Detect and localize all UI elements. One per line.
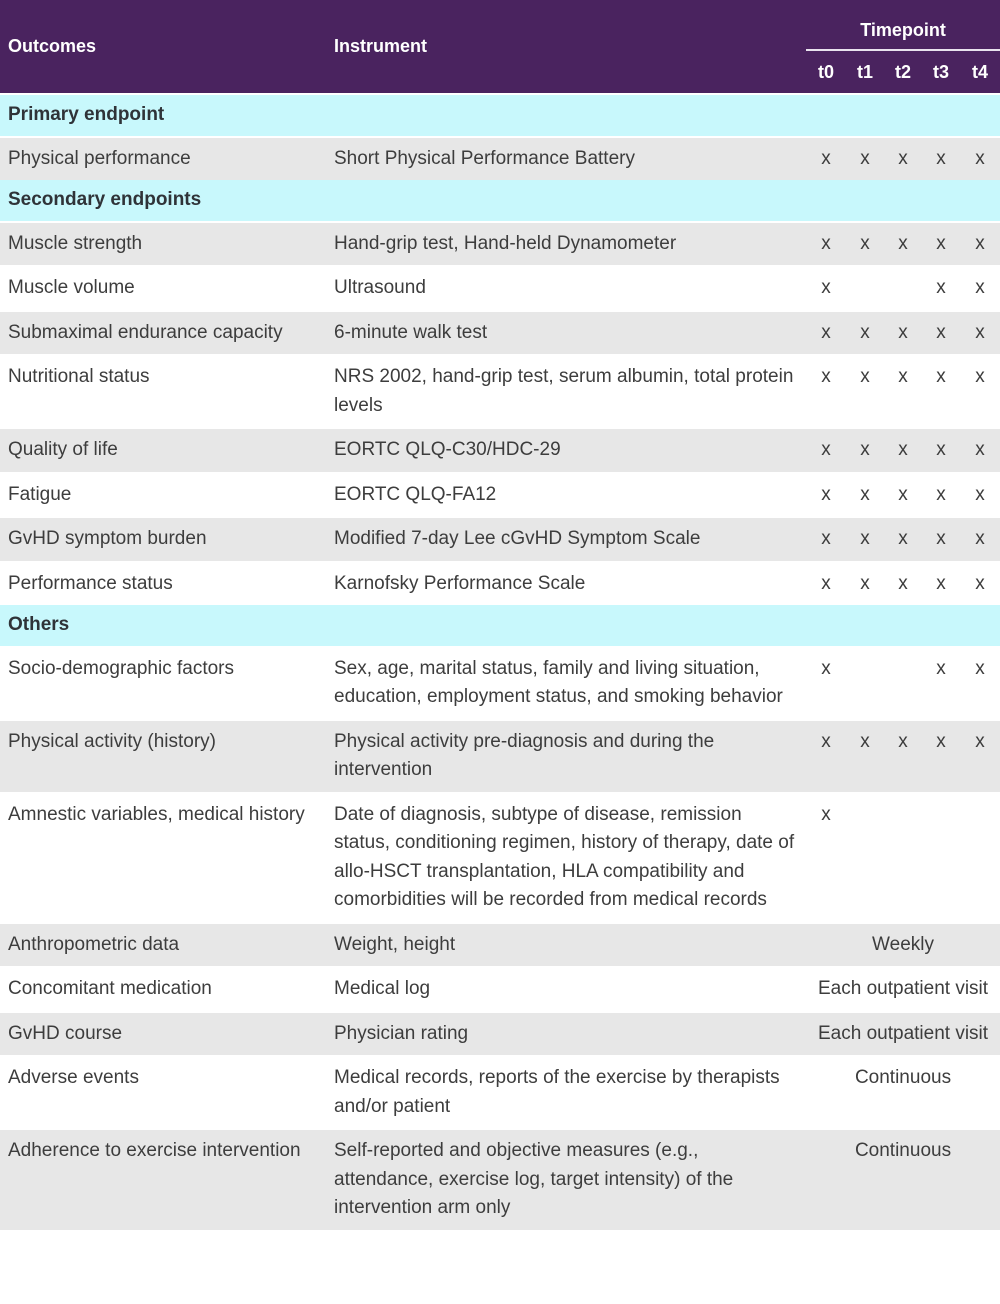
table-row [0,137,1000,181]
header-outcomes: Outcomes [0,0,326,94]
timepoint-mark-t3: x [922,266,960,311]
timepoint-mark-t3: x [922,562,960,606]
instrument-cell: NRS 2002, hand-grip test, serum albumin, total protein levels [326,355,806,428]
table-row [0,1129,1000,1230]
outcome-cell: Physical performance [0,137,326,181]
timepoint-mark-t1: x [846,355,884,428]
timepoint-mark-t2: x [884,473,922,518]
section-title: Secondary endpoints [0,180,1000,222]
timepoint-mark-t0: x [806,137,846,181]
timepoint-mark-t2: x [884,137,922,181]
timepoint-mark-t2: x [884,355,922,428]
timepoint-mark-t0: x [806,473,846,518]
timepoint-mark-t3 [922,793,960,923]
timepoint-mark-t0: x [806,311,846,356]
timepoint-mark-t2: x [884,720,922,793]
outcome-cell: Submaximal endurance capacity [0,311,326,356]
instrument-cell: Physician rating [326,1012,806,1057]
outcome-cell: Concomitant medication [0,967,326,1012]
outcome-cell: Muscle strength [0,222,326,267]
timepoint-mark-t1: x [846,517,884,562]
table-row [0,793,1000,923]
section-header-row [0,94,1000,137]
timepoint-frequency-cell: Weekly [806,923,1000,968]
timepoint-mark-t3: x [922,647,960,720]
timepoint-mark-t2 [884,793,922,923]
instrument-cell: EORTC QLQ-FA12 [326,473,806,518]
timepoint-mark-t3: x [922,137,960,181]
outcome-cell: GvHD course [0,1012,326,1057]
table-row [0,428,1000,473]
table-row [0,923,1000,968]
instrument-cell: Self-reported and objective measures (e.g., attendance, exercise log, target intensity) of the intervention arm only [326,1129,806,1230]
outcome-cell: Physical activity (history) [0,720,326,793]
timepoint-mark-t1: x [846,562,884,606]
timepoint-mark-t4: x [960,137,1000,181]
timepoint-frequency-cell: Each outpatient visit [806,1012,1000,1057]
timepoint-frequency-cell: Each outpatient visit [806,967,1000,1012]
timepoint-mark-t0: x [806,517,846,562]
header-t4: t4 [960,50,1000,94]
timepoint-mark-t0: x [806,647,846,720]
outcome-cell: Socio-demographic factors [0,647,326,720]
timepoint-mark-t4: x [960,720,1000,793]
timepoint-mark-t1 [846,647,884,720]
timepoint-mark-t4: x [960,266,1000,311]
outcome-cell: Nutritional status [0,355,326,428]
timepoint-mark-t3: x [922,355,960,428]
section-title: Others [0,605,1000,647]
outcome-cell: Fatigue [0,473,326,518]
outcome-cell: Anthropometric data [0,923,326,968]
header-timepoint: Timepoint [806,0,1000,50]
timepoint-mark-t3: x [922,311,960,356]
timepoint-mark-t1: x [846,137,884,181]
table-body [0,94,1000,1230]
timepoint-mark-t2: x [884,311,922,356]
instrument-cell: Date of diagnosis, subtype of disease, remission status, conditioning regimen, history of therapy, date of allo-HSCT transplantation, HLA compatibility and comorbidities will be recorded from medical records [326,793,806,923]
table-row [0,967,1000,1012]
timepoint-mark-t0: x [806,562,846,606]
timepoint-mark-t3: x [922,473,960,518]
instrument-cell: Karnofsky Performance Scale [326,562,806,606]
timepoint-frequency-cell: Continuous [806,1056,1000,1129]
outcome-cell: Muscle volume [0,266,326,311]
table-row [0,562,1000,606]
instrument-cell: Medical log [326,967,806,1012]
instrument-cell: Short Physical Performance Battery [326,137,806,181]
instrument-cell: 6-minute walk test [326,311,806,356]
instrument-cell: Weight, height [326,923,806,968]
table-row [0,1012,1000,1057]
timepoint-mark-t4: x [960,517,1000,562]
table-row [0,355,1000,428]
instrument-cell: Physical activity pre-diagnosis and during the intervention [326,720,806,793]
timepoint-mark-t4: x [960,473,1000,518]
header-t2: t2 [884,50,922,94]
table-row [0,517,1000,562]
outcome-cell: Performance status [0,562,326,606]
timepoint-mark-t3: x [922,222,960,267]
table-row [0,647,1000,720]
timepoint-mark-t2: x [884,517,922,562]
header-t0: t0 [806,50,846,94]
instrument-cell: EORTC QLQ-C30/HDC-29 [326,428,806,473]
timepoint-mark-t0: x [806,793,846,923]
table-row [0,1056,1000,1129]
timepoint-mark-t3: x [922,517,960,562]
timepoint-mark-t2: x [884,562,922,606]
table-row [0,266,1000,311]
instrument-cell: Medical records, reports of the exercise by therapists and/or patient [326,1056,806,1129]
timepoint-mark-t1 [846,793,884,923]
timepoint-mark-t0: x [806,266,846,311]
timepoint-mark-t1: x [846,222,884,267]
instrument-cell: Hand-grip test, Hand-held Dynamometer [326,222,806,267]
table-row [0,311,1000,356]
table-row [0,473,1000,518]
timepoint-mark-t0: x [806,428,846,473]
timepoint-mark-t0: x [806,720,846,793]
timepoint-mark-t4: x [960,647,1000,720]
timepoint-mark-t2 [884,647,922,720]
table-header [0,0,1000,94]
section-header-row [0,180,1000,222]
timepoint-mark-t0: x [806,355,846,428]
timepoint-mark-t2: x [884,428,922,473]
table-row [0,720,1000,793]
timepoint-mark-t4: x [960,311,1000,356]
outcome-cell: Adherence to exercise intervention [0,1129,326,1230]
timepoint-mark-t4: x [960,562,1000,606]
outcome-cell: GvHD symptom burden [0,517,326,562]
timepoint-mark-t4: x [960,222,1000,267]
timepoint-mark-t0: x [806,222,846,267]
table-row [0,222,1000,267]
timepoint-mark-t2: x [884,222,922,267]
timepoint-frequency-cell: Continuous [806,1129,1000,1230]
outcome-cell: Quality of life [0,428,326,473]
header-t1: t1 [846,50,884,94]
timepoint-mark-t1: x [846,428,884,473]
header-instrument: Instrument [326,0,806,94]
section-title: Primary endpoint [0,94,1000,137]
timepoint-mark-t1: x [846,311,884,356]
timepoint-mark-t3: x [922,720,960,793]
instrument-cell: Ultrasound [326,266,806,311]
timepoint-mark-t4: x [960,428,1000,473]
timepoint-mark-t2 [884,266,922,311]
timepoint-mark-t1: x [846,720,884,793]
outcome-cell: Adverse events [0,1056,326,1129]
outcome-cell: Amnestic variables, medical history [0,793,326,923]
timepoint-mark-t1: x [846,473,884,518]
header-t3: t3 [922,50,960,94]
timepoint-mark-t1 [846,266,884,311]
section-header-row [0,605,1000,647]
instrument-cell: Modified 7-day Lee cGvHD Symptom Scale [326,517,806,562]
timepoint-mark-t4: x [960,355,1000,428]
timepoint-mark-t3: x [922,428,960,473]
timepoint-mark-t4 [960,793,1000,923]
instrument-cell: Sex, age, marital status, family and living situation, education, employment status, and smoking behavior [326,647,806,720]
